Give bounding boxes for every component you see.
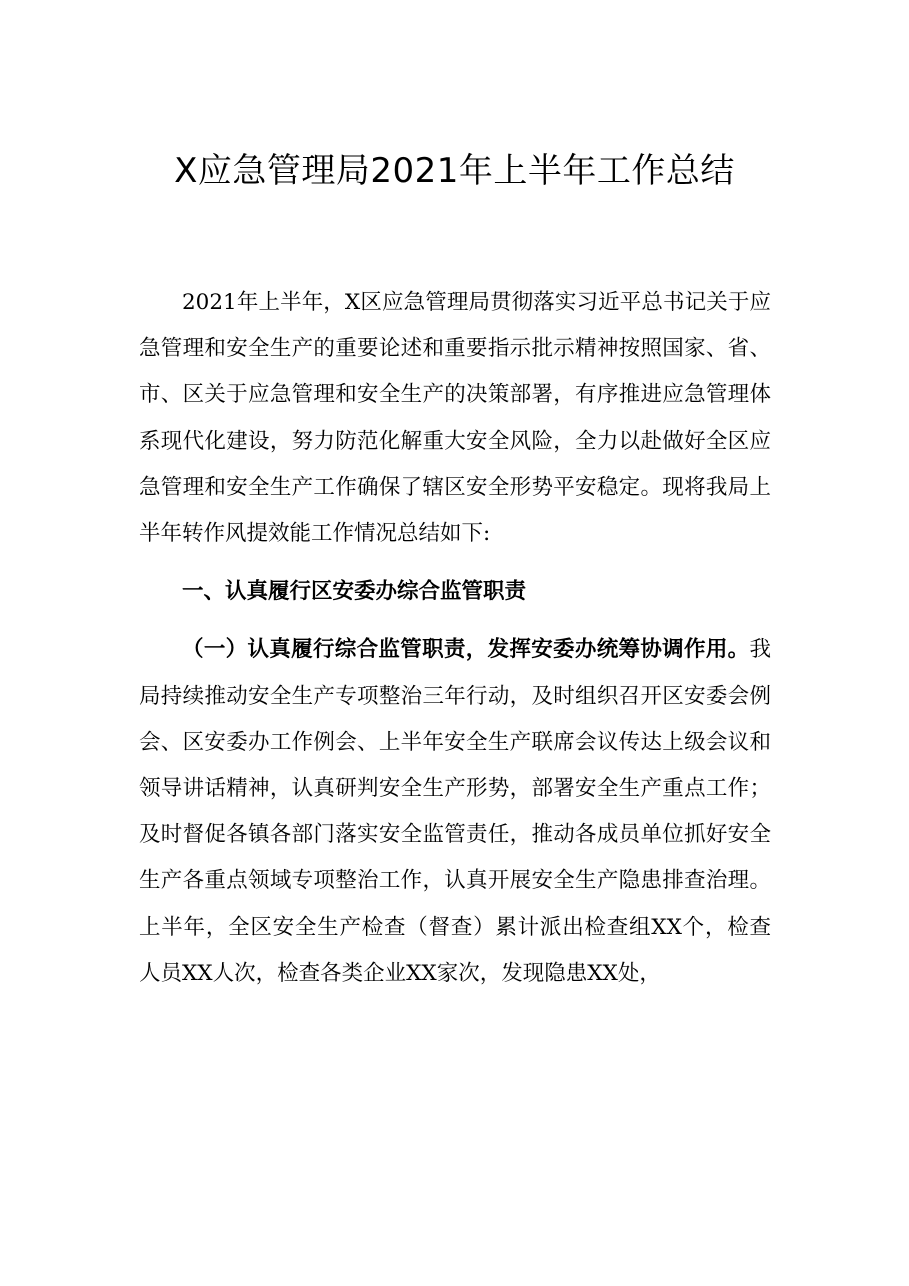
subsection-body-1: 我局持续推动安全生产专项整治三年行动，及时组织召开区安委会例会、区安委办工作例会、上半年安全生产联席会议传达上级会议和领导讲话精神，认真研判安全生产形势，部署安全生产重点工作；及时督促各镇各部门落实安全监管责任，推动各成员单位抓好安全生产各重点领域专项整治工作，认真开展安全生产隐患排查治理。上半年，全区安全生产检查（督查）累计派出检查组XX个，检查人员XX人次，检查各类企业XX家次，发现隐患XX处，	[139, 637, 771, 986]
document-title: X应急管理局2021年上半年工作总结	[174, 151, 735, 191]
section-heading-1: 一、认真履行区安委办综合监管职责	[182, 579, 527, 605]
subsection-lead-1: （一）认真履行综合监管职责，发挥安委办统筹协调作用。	[182, 637, 750, 663]
document-body	[139, 280, 771, 997]
subsection-paragraph-1	[139, 627, 771, 997]
intro-paragraph: 2021年上半年，X区应急管理局贯彻落实习近平总书记关于应急管理和安全生产的重要论述和重要指示批示精神按照国家、省、市、区关于应急管理和安全生产的决策部署，有序推进应急管理体系现代化建设，努力防范化解重大安全风险，全力以赴做好全区应急管理和安全生产工作确保了辖区安全形势平安稳定。现将我局上半年转作风提效能工作情况总结如下:	[139, 290, 771, 547]
